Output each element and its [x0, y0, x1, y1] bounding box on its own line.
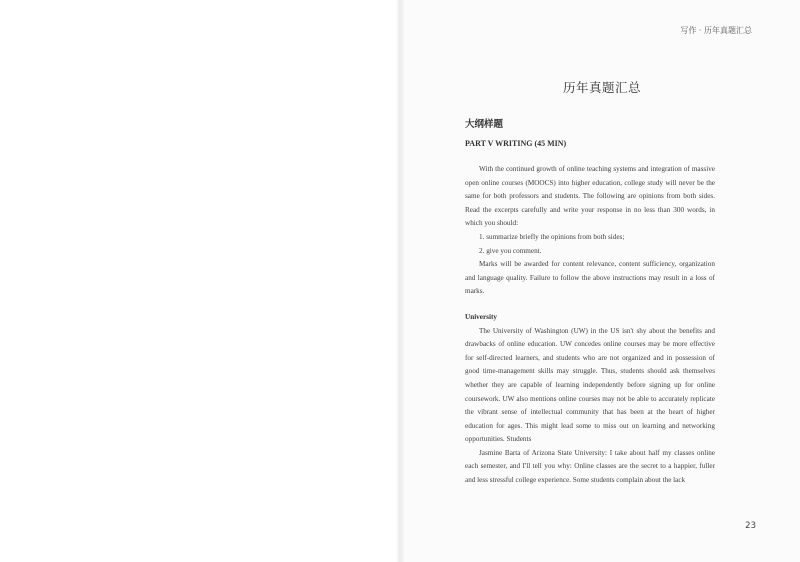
paragraph-intro: With the continued growth of online teaching systems and integration of massive open online courses (MOOCS) into higher education, college study will never be the same for both professors and students. The following are opinions from both sides. Read the excerpts carefully and write your response in no less than 300 words, in which you should: — [465, 165, 715, 228]
body-text — [465, 163, 715, 488]
paragraph-uw: The University of Washington (UW) in the US isn't shy about the benefits and drawbacks of online education. UW concedes online courses may be more effective for self-directed learners, and students who are not organized and in possession of good time-management skills may struggle. Thus, students should ask themselves whether they are capable of learning independently before signing up for online coursework. UW also mentions online courses may not be able to accurately replicate the vibrant sense of intellectual community that has been at the heart of higher education for ages. This might lead some to miss out on learning and networking opportunities. Students — [465, 326, 715, 444]
list-item: 1. summarize briefly the opinions from both sides; — [479, 232, 625, 241]
list-item: 2. give you comment. — [479, 246, 542, 255]
right-page — [404, 0, 800, 562]
page-title: 历年真题汇总 — [562, 80, 641, 95]
page-number: 23 — [745, 521, 756, 531]
section-heading: 大纲样题 — [465, 119, 504, 130]
paragraph-spacer — [465, 299, 715, 311]
left-page-blank — [0, 0, 398, 562]
book-gutter — [396, 0, 404, 562]
part-heading: PART V WRITING (45 MIN) — [465, 139, 567, 148]
paragraph-jasmine: Jasmine Barta of Arizona State University: I take about half my classes online each semester, and I'll tell you why: Online classes are the secret to a happier, fuller and less stressful college experience. Some students complain about the lack — [465, 448, 715, 485]
paragraph-marks: Marks will be awarded for content relevance, content sufficiency, organization and language quality. Failure to follow the above instructions may result in a loss of marks. — [465, 260, 715, 296]
instruction-list — [465, 231, 715, 258]
excerpt-subheading: University — [465, 312, 497, 321]
running-head: 写作 · 历年真题汇总 — [680, 26, 752, 35]
